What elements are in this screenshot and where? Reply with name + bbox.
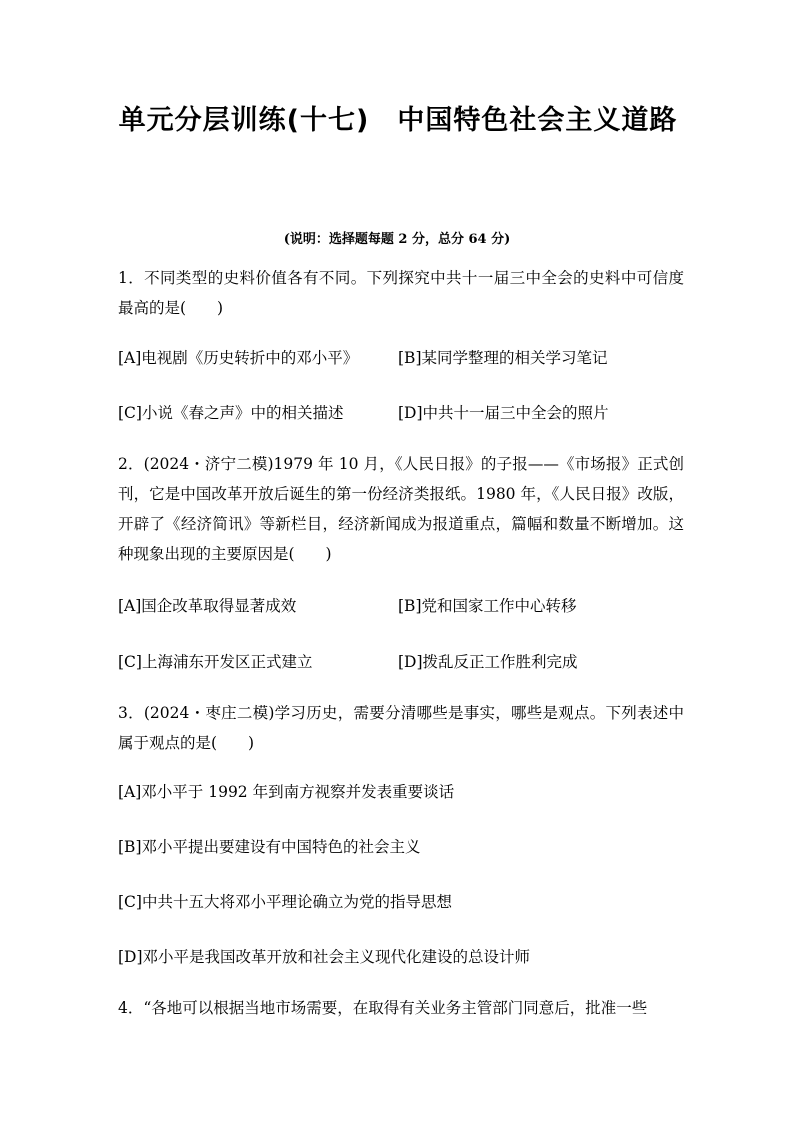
- question-2-option-b: [B]党和国家工作中心转移: [398, 597, 577, 615]
- question-2-option-a: [A]国企改革取得显著成效: [118, 597, 297, 615]
- question-2-option-d: [D]拨乱反正工作胜利完成: [398, 653, 578, 671]
- question-1-option-c: [C]小说《春之声》中的相关描述: [118, 404, 344, 422]
- question-2-option-c: [C]上海浦东开发区正式建立: [118, 653, 313, 671]
- scoring-note: (说明：选择题每题 2 分，总分 64 分): [283, 232, 511, 247]
- question-3-stem: 3．(2024・枣庄二模)学习历史，需要分清哪些是事实，哪些是观点。下列表述中属于观点的是( ): [118, 704, 684, 752]
- question-3-option-a: [A]邓小平于 1992 年到南方视察并发表重要谈话: [118, 783, 455, 801]
- question-1-option-d: [D]中共十一届三中全会的照片: [398, 404, 609, 422]
- question-1-option-b: [B]某同学整理的相关学习笔记: [398, 349, 608, 367]
- question-3-option-d: [D]邓小平是我国改革开放和社会主义现代化建设的总设计师: [118, 948, 531, 966]
- question-4-stem: 4．“各地可以根据当地市场需要，在取得有关业务主管部门同意后，批准一些: [118, 999, 648, 1017]
- question-2-stem: 2．(2024・济宁二模)1979 年 10 月，《人民日报》的子报——《市场报》正式创刊，它是中国改革开放后诞生的第一份经济类报纸。1980 年，《人民日报》改版，开辟了《经济简讯》等新栏目，经济新闻成为报道重点，篇幅和数量不断增加。这种现象出现的主要原因是( ): [118, 455, 684, 563]
- question-1-option-a: [A]电视剧《历史转折中的邓小平》: [118, 349, 359, 367]
- question-1-stem: 1．不同类型的史料价值各有不同。下列探究中共十一届三中全会的史料中可信度最高的是( ): [118, 269, 684, 317]
- page-title: 单元分层训练(十七) 中国特色社会主义道路: [118, 105, 678, 136]
- question-3-option-b: [B]邓小平提出要建设有中国特色的社会主义: [118, 838, 421, 856]
- question-3-option-c: [C]中共十五大将邓小平理论确立为党的指导思想: [118, 893, 452, 911]
